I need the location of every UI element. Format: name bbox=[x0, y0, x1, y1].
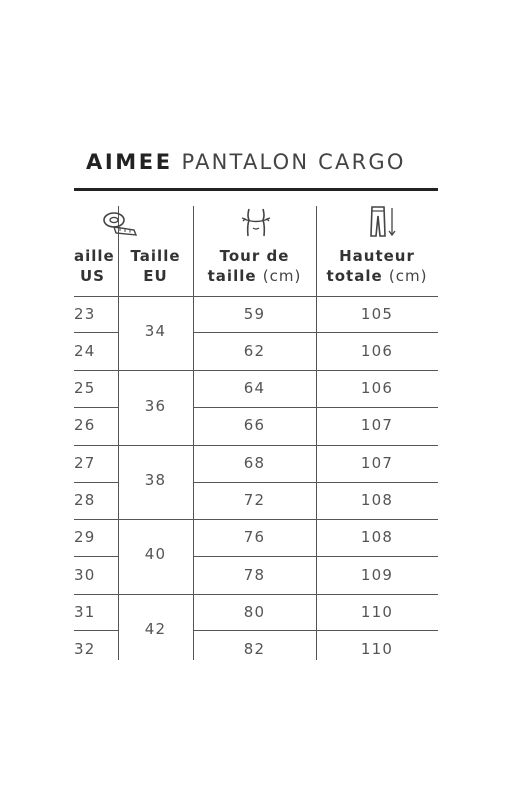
group-line bbox=[74, 519, 438, 520]
cell-us: 25 bbox=[74, 379, 96, 397]
cell-height: 110 bbox=[360, 640, 394, 658]
cell-us: 28 bbox=[74, 491, 96, 509]
header-height-unit: (cm) bbox=[388, 267, 428, 285]
header-waist-unit: (cm) bbox=[262, 267, 302, 285]
cell-us: 27 bbox=[74, 454, 96, 472]
header-us bbox=[74, 246, 118, 286]
row-line bbox=[193, 332, 438, 333]
cell-eu: 40 bbox=[144, 545, 167, 563]
cell-height: 107 bbox=[360, 416, 394, 434]
row-line bbox=[193, 556, 438, 557]
cell-waist: 62 bbox=[243, 342, 266, 360]
cell-waist: 72 bbox=[243, 491, 266, 509]
cell-waist: 80 bbox=[243, 603, 266, 621]
cell-us: 24 bbox=[74, 342, 96, 360]
product-name: PANTALON CARGO bbox=[181, 150, 406, 174]
cell-height: 106 bbox=[360, 342, 394, 360]
header-eu-line2: EU bbox=[143, 267, 168, 285]
header-us-line1: aille bbox=[74, 247, 115, 265]
group-line bbox=[74, 594, 438, 595]
cell-waist: 59 bbox=[243, 305, 266, 323]
cell-eu: 38 bbox=[144, 471, 167, 489]
group-line bbox=[74, 445, 438, 446]
header-eu bbox=[118, 246, 193, 286]
cell-us: 30 bbox=[74, 566, 96, 584]
row-line-us bbox=[74, 482, 118, 483]
cell-waist: 68 bbox=[243, 454, 266, 472]
group-line bbox=[74, 370, 438, 371]
row-line-us bbox=[74, 630, 118, 631]
cell-height: 108 bbox=[360, 528, 394, 546]
row-line-us bbox=[74, 407, 118, 408]
cell-eu: 34 bbox=[144, 322, 167, 340]
row-line bbox=[193, 630, 438, 631]
row-line-us bbox=[74, 332, 118, 333]
cell-us: 31 bbox=[74, 603, 96, 621]
header-height bbox=[316, 246, 438, 286]
header-waist bbox=[193, 246, 316, 286]
cell-height: 108 bbox=[360, 491, 394, 509]
cell-height: 106 bbox=[360, 379, 394, 397]
cell-waist: 82 bbox=[243, 640, 266, 658]
row-line-us bbox=[74, 556, 118, 557]
cell-height: 107 bbox=[360, 454, 394, 472]
measuring-tape-icon bbox=[100, 208, 140, 236]
cell-eu: 36 bbox=[144, 397, 167, 415]
cell-waist: 78 bbox=[243, 566, 266, 584]
header-waist-line1: Tour de bbox=[219, 247, 290, 265]
header-height-line2: totale bbox=[326, 267, 383, 285]
cell-us: 29 bbox=[74, 528, 96, 546]
cell-height: 110 bbox=[360, 603, 394, 621]
cell-waist: 66 bbox=[243, 416, 266, 434]
header-eu-line1: Taille bbox=[130, 247, 181, 265]
cell-us: 32 bbox=[74, 640, 96, 658]
header-divider bbox=[74, 296, 438, 297]
waist-icon bbox=[240, 206, 272, 238]
cell-eu: 42 bbox=[144, 620, 167, 638]
pants-length-icon bbox=[366, 204, 398, 238]
cell-us: 26 bbox=[74, 416, 96, 434]
header-us-line2: US bbox=[80, 267, 105, 285]
brand-name: AIMEE bbox=[86, 150, 173, 174]
cell-height: 105 bbox=[360, 305, 394, 323]
cell-height: 109 bbox=[360, 566, 394, 584]
cell-waist: 76 bbox=[243, 528, 266, 546]
row-line bbox=[193, 407, 438, 408]
header-waist-line2: taille bbox=[207, 267, 257, 285]
cell-waist: 64 bbox=[243, 379, 266, 397]
cell-us: 23 bbox=[74, 305, 96, 323]
row-line bbox=[193, 482, 438, 483]
header-height-line1: Hauteur bbox=[339, 247, 415, 265]
